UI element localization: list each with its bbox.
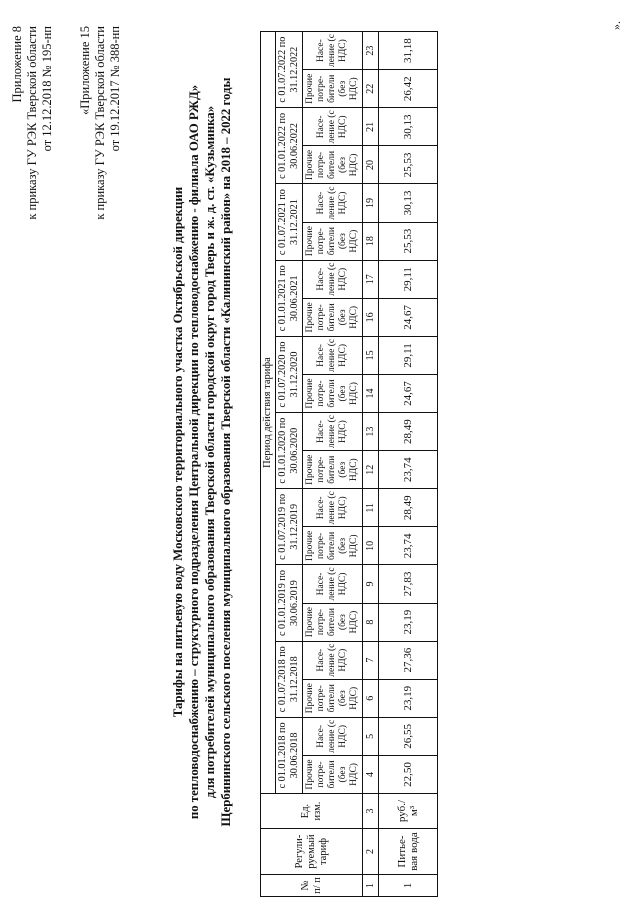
- column-number: 17: [363, 260, 379, 298]
- tariff-value: 23,74: [379, 527, 438, 565]
- tariff-table: [260, 31, 438, 897]
- period-header: с 01.01.2020 по 30.06.2020: [276, 413, 303, 489]
- column-number: 6: [363, 679, 379, 717]
- column-number: 14: [363, 374, 379, 412]
- column-number: 7: [363, 641, 379, 679]
- column-number: 16: [363, 298, 379, 336]
- period-header: с 01.07.2021 по 31.12.2021: [276, 184, 303, 260]
- column-number: 23: [363, 32, 379, 70]
- appendix-8-line: к приказу ГУ РЭК Тверской области: [25, 26, 39, 220]
- tariff-value: 22,50: [379, 755, 438, 793]
- column-number: 3: [363, 794, 379, 829]
- header-row: [261, 32, 276, 897]
- category-population: Насе-ление (с НДС): [303, 413, 363, 451]
- column-number: 1: [363, 875, 379, 897]
- category-population: Насе-ление (с НДС): [303, 717, 363, 755]
- period-header: с 01.01.2022 по 30.06.2022: [276, 108, 303, 184]
- period-row: [276, 32, 303, 897]
- period-header: с 01.01.2021 по 30.06.2021: [276, 260, 303, 336]
- row-num: 1: [379, 875, 438, 897]
- category-row: [303, 32, 363, 897]
- category-other: Прочие потре-бители (без НДС): [303, 70, 363, 108]
- category-other: Прочие потре-бители (без НДС): [303, 374, 363, 412]
- tariff-value: 24,67: [379, 298, 438, 336]
- column-number: 10: [363, 527, 379, 565]
- tariff-value: 31,18: [379, 32, 438, 70]
- category-other: Прочие потре-бители (без НДС): [303, 146, 363, 184]
- category-other: Прочие потре-бители (без НДС): [303, 298, 363, 336]
- document-title: [170, 40, 234, 864]
- tariff-value: 23,19: [379, 679, 438, 717]
- tariff-value: 26,42: [379, 70, 438, 108]
- column-number: 4: [363, 755, 379, 793]
- tariff-value: 29,11: [379, 260, 438, 298]
- tariff-value: 25,53: [379, 222, 438, 260]
- tariff-value: 23,19: [379, 603, 438, 641]
- category-population: Насе-ление (с НДС): [303, 336, 363, 374]
- category-population: Насе-ление (с НДС): [303, 641, 363, 679]
- title-line: для потребителей муниципального образования Тверской области городской округ город Тверь и ж. д. ст. «Кузьминка»: [203, 105, 217, 799]
- period-header: с 01.07.2022 по 31.12.2022: [276, 32, 303, 108]
- category-other: Прочие потре-бители (без НДС): [303, 679, 363, 717]
- category-population: Насе-ление (с НДС): [303, 32, 363, 70]
- tariff-value: 25,53: [379, 146, 438, 184]
- appendix-8-line: от 12.12.2018 № 195-нп: [40, 26, 54, 152]
- row-unit: руб./ м³: [379, 794, 438, 829]
- category-other: Прочие потре-бители (без НДС): [303, 527, 363, 565]
- appendix-15-block: [78, 26, 123, 220]
- period-header: с 01.01.2019 по 30.06.2019: [276, 565, 303, 641]
- appendix-8-block: [10, 26, 55, 220]
- category-population: Насе-ление (с НДС): [303, 108, 363, 146]
- appendix-15-line: к приказу ГУ РЭК Тверской области: [93, 26, 107, 220]
- header-unit: Ед. изм.: [261, 794, 363, 829]
- category-other: Прочие потре-бители (без НДС): [303, 451, 363, 489]
- header-period: Период действия тарифа: [261, 32, 276, 794]
- column-number: 12: [363, 451, 379, 489]
- appendix-8-line: Приложение 8: [10, 26, 24, 103]
- period-header: с 01.01.2018 по 30.06.2018: [276, 717, 303, 793]
- column-number: 21: [363, 108, 379, 146]
- tariff-value: 27,36: [379, 641, 438, 679]
- period-header: с 01.07.2018 по 31.12.2018: [276, 641, 303, 717]
- category-population: Насе-ление (с НДС): [303, 260, 363, 298]
- column-number: 20: [363, 146, 379, 184]
- column-number: 5: [363, 717, 379, 755]
- table-row: [379, 32, 438, 897]
- tariff-value: 23,74: [379, 451, 438, 489]
- column-number: 22: [363, 70, 379, 108]
- period-header: с 01.07.2020 по 31.12.2020: [276, 336, 303, 412]
- category-population: Насе-ление (с НДС): [303, 565, 363, 603]
- appendix-15-line: от 19.12.2017 № 388-нп: [108, 26, 122, 152]
- header-num: № п/ п: [261, 875, 363, 897]
- tariff-value: 24,67: [379, 374, 438, 412]
- column-number: 2: [363, 829, 379, 875]
- tariff-value: 30,13: [379, 184, 438, 222]
- column-number: 9: [363, 565, 379, 603]
- category-other: Прочие потре-бители (без НДС): [303, 603, 363, 641]
- column-number: 18: [363, 222, 379, 260]
- column-number: 15: [363, 336, 379, 374]
- title-line: Тарифы на питьевую воду Московского территориального участка Октябрьской дирекции: [171, 186, 185, 718]
- appendix-15-line: «Приложение 15: [78, 26, 92, 115]
- title-line: Щербининского сельского поселения муниципального образования Тверской области «Калининский район» на 2018 – 2022 годы: [219, 77, 233, 827]
- category-population: Насе-ление (с НДС): [303, 489, 363, 527]
- tariff-value: 29,11: [379, 336, 438, 374]
- title-line: по тепловодоснабжению – структурного подразделения Центральной дирекции по тепловодоснабжению - филиала ОАО РЖД»: [187, 84, 201, 820]
- category-other: Прочие потре-бители (без НДС): [303, 755, 363, 793]
- category-other: Прочие потре-бители (без НДС): [303, 222, 363, 260]
- column-number: 19: [363, 184, 379, 222]
- tariff-value: 28,49: [379, 489, 438, 527]
- tariff-value: 28,49: [379, 413, 438, 451]
- row-tariff: Питье-вая вода: [379, 829, 438, 875]
- category-population: Насе-ление (с НДС): [303, 184, 363, 222]
- tariff-value: 27,83: [379, 565, 438, 603]
- header-tariff: Регули-руемый тариф: [261, 829, 363, 875]
- column-number-row: [363, 32, 379, 897]
- column-number: 11: [363, 489, 379, 527]
- tariff-value: 26,55: [379, 717, 438, 755]
- period-header: с 01.07.2019 по 31.12.2019: [276, 489, 303, 565]
- tariff-value: 30,13: [379, 108, 438, 146]
- column-number: 8: [363, 603, 379, 641]
- end-mark: ».: [609, 21, 623, 30]
- column-number: 13: [363, 413, 379, 451]
